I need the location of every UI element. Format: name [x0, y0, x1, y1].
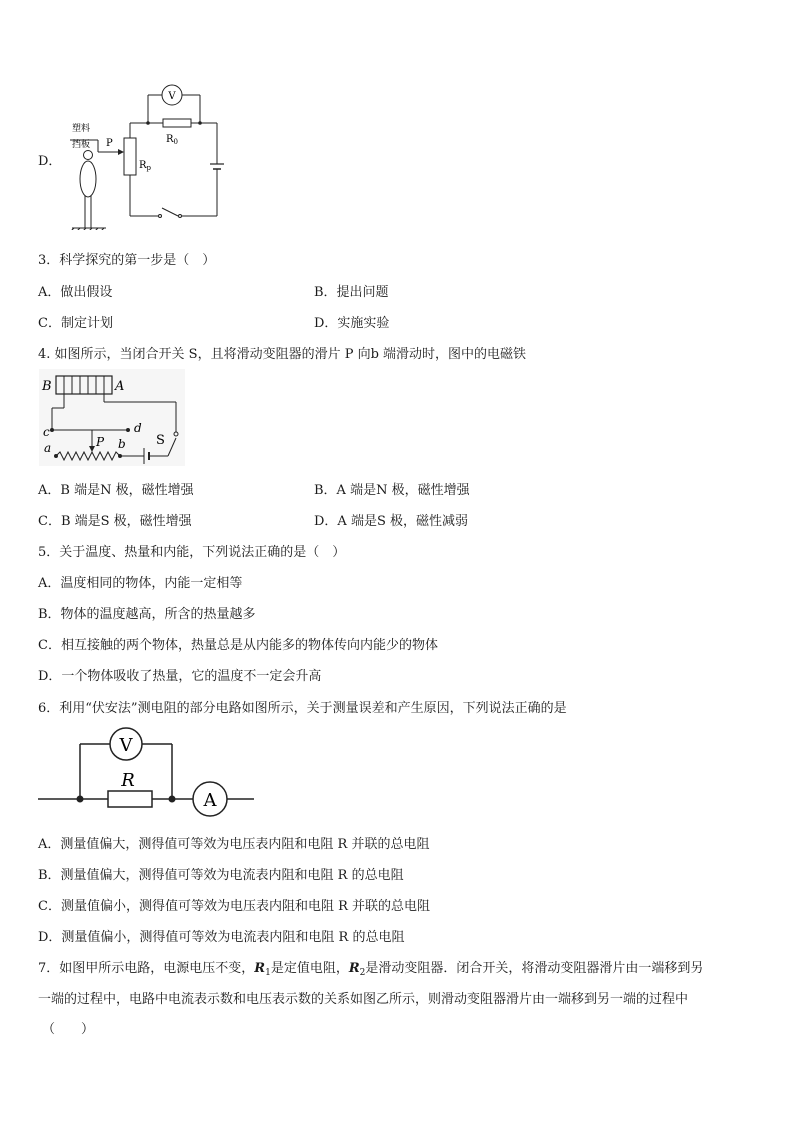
q4-option-b[interactable]: B．A 端是N 极，磁性增强 — [314, 483, 470, 498]
q5-option-b[interactable]: B．物体的温度越高，所含的热量越多 — [38, 607, 256, 622]
q3-option-c[interactable]: C．制定计划 — [38, 316, 113, 331]
q3-option-a[interactable]: A．做出假设 — [38, 285, 113, 300]
q7-stem-line2: 一端的过程中，电路中电流表示数和电压表示数的关系如图乙所示，则滑动变阻器滑片由一端移到另一端的过程中 — [38, 992, 689, 1007]
end-b-label: B — [42, 379, 52, 394]
q4-stem: 4. 如图所示，当闭合开关 S，且将滑动变阻器的滑片 P 向b 端滑动时，图中的电磁铁 — [38, 347, 527, 362]
slider-p-label: P — [96, 435, 105, 449]
end-a-label: A — [115, 379, 125, 394]
terminal-b-label: b — [118, 437, 126, 451]
q5-option-a[interactable]: A．温度相同的物体，内能一定相等 — [38, 576, 243, 591]
resistor-r-label: R — [121, 770, 135, 791]
q6-stem: 6．利用“伏安法”测电阻的部分电路如图所示，关于测量误差和产生原因，下列说法正确的是 — [38, 701, 567, 716]
rp-label: $R_p$ — [139, 160, 152, 172]
q7-answer-blank: （ ） — [42, 1022, 95, 1037]
switch-s-label: S — [156, 433, 165, 448]
resistor-r — [108, 791, 152, 807]
q3-stem: 3．科学探究的第一步是（ ） — [38, 253, 216, 268]
plastic-label-1: 塑料 — [72, 124, 91, 134]
terminal-c-label: c — [43, 425, 50, 439]
q5-option-d[interactable]: D．一个物体吸收了热量，它的温度不一定会升高 — [38, 669, 322, 684]
q6-option-b[interactable]: B．测量值偏大，测得值可等效为电流表内阻和电阻 R 的总电阻 — [38, 868, 404, 883]
slider-p-label: P — [106, 138, 113, 149]
q5-stem: 5．关于温度、热量和内能，下列说法正确的是（ ） — [38, 545, 346, 560]
terminal-d-label: d — [134, 421, 142, 435]
resistor-r0 — [163, 119, 191, 127]
voltmeter-label: V — [168, 91, 176, 102]
switch-symbol — [162, 208, 178, 216]
q4-electromagnet-figure — [38, 368, 188, 468]
q3-option-b[interactable]: B．提出问题 — [314, 285, 389, 300]
r0-label: $R_0$ — [166, 134, 178, 146]
q2d-circuit-figure — [60, 80, 240, 230]
q4-option-c[interactable]: C．B 端是S 极，磁性增强 — [38, 514, 192, 529]
q2-option-d-label: D． — [38, 154, 62, 169]
q7-stem-line1: 7．如图甲所示电路，电源电压不变，$R_1$是定值电阻，$R_2$是滑动变阻器．闭合开关，将滑动变阻器滑片由一端移到另 — [38, 961, 704, 978]
q4-option-a[interactable]: A．B 端是N 极，磁性增强 — [38, 483, 194, 498]
q6-option-a[interactable]: A．测量值偏大，测得值可等效为电压表内阻和电阻 R 并联的总电阻 — [38, 837, 430, 852]
q6-option-c[interactable]: C．测量值偏小，测得值可等效为电压表内阻和电阻 R 并联的总电阻 — [38, 899, 430, 914]
resistor-rp — [124, 138, 136, 175]
q6-option-d[interactable]: D．测量值偏小，测得值可等效为电流表内阻和电阻 R 的总电阻 — [38, 930, 405, 945]
voltmeter-label: V — [119, 735, 133, 756]
ammeter-label: A — [203, 790, 217, 811]
q3-option-d[interactable]: D．实施实验 — [314, 316, 390, 331]
plastic-label-2: 挡板 — [72, 140, 91, 150]
q5-option-c[interactable]: C．相互接触的两个物体，热量总是从内能多的物体传向内能少的物体 — [38, 638, 438, 653]
terminal-a-label: a — [44, 441, 52, 455]
q4-option-d[interactable]: D．A 端是S 极，磁性减弱 — [314, 514, 468, 529]
person-figure — [84, 151, 93, 160]
q6-circuit-figure — [38, 722, 258, 822]
